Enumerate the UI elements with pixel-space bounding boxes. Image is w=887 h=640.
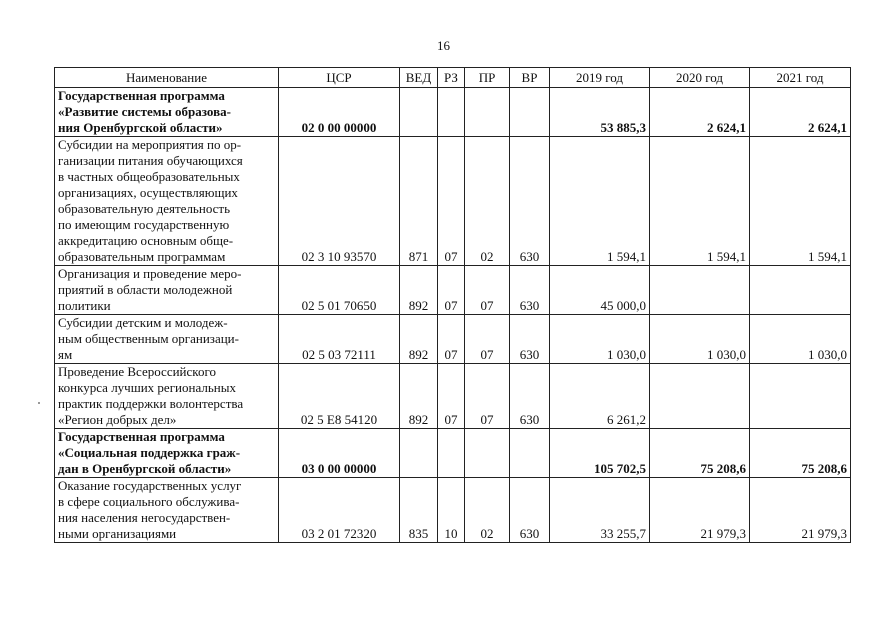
row-pr: 07 — [465, 266, 510, 315]
row-rz: 07 — [438, 364, 465, 429]
row-2021 — [750, 364, 851, 429]
row-2020: 1 030,0 — [650, 315, 750, 364]
header-name: Наименование — [55, 68, 279, 88]
row-csr: 02 0 00 00000 — [279, 88, 400, 137]
row-vr: 630 — [510, 364, 550, 429]
row-vr — [510, 429, 550, 478]
row-2021 — [750, 266, 851, 315]
row-pr: 02 — [465, 137, 510, 266]
row-csr: 03 2 01 72320 — [279, 478, 400, 543]
header-ved: ВЕД — [400, 68, 438, 88]
row-name: Государственная программа «Развитие системы образова- ния Оренбургской области» — [55, 88, 279, 137]
page-number: 16 — [437, 38, 450, 53]
row-pr — [465, 88, 510, 137]
row-ved — [400, 88, 438, 137]
table-row — [55, 429, 851, 478]
row-vr — [510, 88, 550, 137]
row-vr: 630 — [510, 315, 550, 364]
header-vr: ВР — [510, 68, 550, 88]
row-2020 — [650, 266, 750, 315]
row-ved: 871 — [400, 137, 438, 266]
row-rz — [438, 429, 465, 478]
row-ved: 892 — [400, 266, 438, 315]
row-2019: 45 000,0 — [550, 266, 650, 315]
row-csr: 02 5 03 72111 — [279, 315, 400, 364]
row-rz: 07 — [438, 315, 465, 364]
row-2019: 6 261,2 — [550, 364, 650, 429]
table-row — [55, 364, 851, 429]
table-row — [55, 137, 851, 266]
row-2019: 53 885,3 — [550, 88, 650, 137]
row-2021: 75 208,6 — [750, 429, 851, 478]
budget-table — [54, 67, 851, 543]
row-vr: 630 — [510, 266, 550, 315]
row-2020 — [650, 364, 750, 429]
row-name: Проведение Всероссийского конкурса лучших региональных практик поддержки волонтерства «Регион добрых дел» — [55, 364, 279, 429]
row-ved: 835 — [400, 478, 438, 543]
row-2019: 1 594,1 — [550, 137, 650, 266]
row-csr: 02 3 10 93570 — [279, 137, 400, 266]
row-name: Субсидии детским и молодеж- ным общественным организаци- ям — [55, 315, 279, 364]
header-csr: ЦСР — [279, 68, 400, 88]
row-ved: 892 — [400, 315, 438, 364]
row-2020: 2 624,1 — [650, 88, 750, 137]
row-rz: 10 — [438, 478, 465, 543]
row-name: Оказание государственных услуг в сфере социального обслужива- ния населения негосударствен- ными организациями — [55, 478, 279, 543]
row-pr: 02 — [465, 478, 510, 543]
header-rz: РЗ — [438, 68, 465, 88]
row-2021: 1 594,1 — [750, 137, 851, 266]
row-pr: 07 — [465, 364, 510, 429]
row-ved — [400, 429, 438, 478]
row-2021: 1 030,0 — [750, 315, 851, 364]
row-2020: 75 208,6 — [650, 429, 750, 478]
header-pr: ПР — [465, 68, 510, 88]
scan-speck — [38, 402, 40, 404]
row-vr: 630 — [510, 478, 550, 543]
row-2019: 33 255,7 — [550, 478, 650, 543]
row-csr: 03 0 00 00000 — [279, 429, 400, 478]
table-header-row — [55, 68, 851, 88]
table-row — [55, 315, 851, 364]
row-ved: 892 — [400, 364, 438, 429]
row-csr: 02 5 01 70650 — [279, 266, 400, 315]
row-2021: 21 979,3 — [750, 478, 851, 543]
row-rz: 07 — [438, 137, 465, 266]
row-pr — [465, 429, 510, 478]
header-2020: 2020 год — [650, 68, 750, 88]
row-pr: 07 — [465, 315, 510, 364]
table-row — [55, 266, 851, 315]
row-rz — [438, 88, 465, 137]
row-rz: 07 — [438, 266, 465, 315]
row-name: Организация и проведение меро- приятий в области молодежной политики — [55, 266, 279, 315]
row-name: Субсидии на мероприятия по ор- ганизации питания обучающихся в частных общеобразовательных организациях, осуществляющих образовательную деятельность по имеющим государственную аккредитацию основным обще- образовательным программам — [55, 137, 279, 266]
row-2020: 21 979,3 — [650, 478, 750, 543]
row-name: Государственная программа «Социальная поддержка граж- дан в Оренбургской области» — [55, 429, 279, 478]
header-2019: 2019 год — [550, 68, 650, 88]
row-2019: 1 030,0 — [550, 315, 650, 364]
table-row — [55, 478, 851, 543]
row-csr: 02 5 Е8 54120 — [279, 364, 400, 429]
row-2019: 105 702,5 — [550, 429, 650, 478]
row-2021: 2 624,1 — [750, 88, 851, 137]
row-2020: 1 594,1 — [650, 137, 750, 266]
table-row — [55, 88, 851, 137]
header-2021: 2021 год — [750, 68, 851, 88]
row-vr: 630 — [510, 137, 550, 266]
